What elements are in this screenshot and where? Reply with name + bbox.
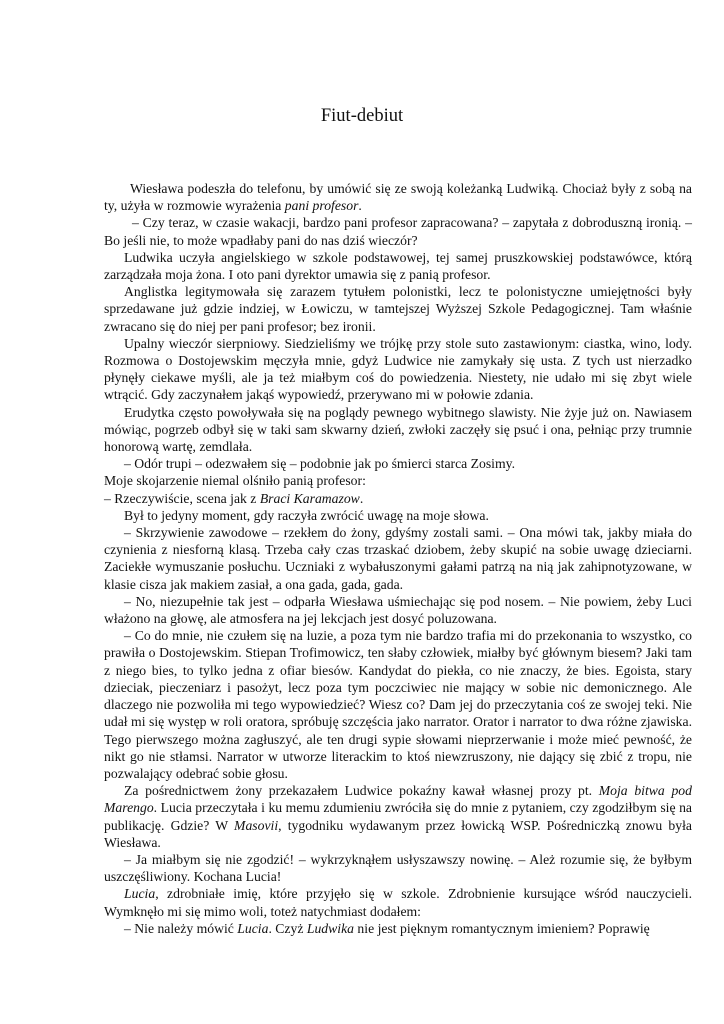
paragraph [104,507,692,524]
italic-text: Moja bitwa pod Marengo [104,783,692,816]
text-run: – No, niezupełnie tak jest – odparła Wiesława uśmiechając się pod nosem. – Nie powiem, żeby Luci włażono na głowę, ale atmosfera na jej lekcjach jest dosyć poluzowana. [104,593,692,627]
text-run: . Lucia przeczytała i ku memu zdumieniu zwróciła się do mnie z pytaniem, czy zgodziłbym się na publikację. Gdzie? W [104,800,692,833]
text-run: , tygodniku wydawanym przez łowicką WSP. Pośredniczką znowu była Wiesława. [104,817,692,850]
page-title: Fiut-debiut [320,106,404,126]
paragraph [104,214,692,248]
paragraph [104,851,692,885]
paragraph [104,490,692,507]
text-run: Erudytka często powoływała się na poglądy pewnego wybitnego slawisty. Nie żyje już on. Nawiasem mówiąc, pogrzeb odbył się w taki sam skwarny dzień, zwłoki zaczęły się psuć i ona, pełniąc przy trumnie honorową wartę, zemdlała. [104,404,692,455]
paragraph [104,455,692,472]
paragraph [104,627,692,782]
text-run: Ludwika uczyła angielskiego w szkole podstawowej, tej samej pruszkowskiej podstawówce, którą zarządzała moja żona. I oto pani dyrektor umawia się z panią profesor. [104,249,692,283]
text-run: . Czyż [268,920,307,936]
text-run: – Ja miałbym się nie zgodzić! – wykrzyknąłem usłyszawszy nowinę. – Ależ rozumie się, że byłbym uszczęśliwiony. Kochana Lucia! [104,851,692,885]
text-run: Za pośrednictwem żony przekazałem Ludwice pokaźny kawał własnej prozy pt. [124,783,599,799]
italic-text: Lucia [237,920,269,936]
text-run: – Odór trupi – odezwałem się – podobnie jak po śmierci starca Zosimy. [124,456,516,472]
text-run: Był to jedyny moment, gdy raczyła zwrócić uwagę na moje słowa. [124,507,489,523]
text-run: Anglistka legitymowała się zarazem tytułem polonistki, lecz te polonistyczne umiejętności były sprzedawane już gdzie indziej, w Łowiczu, w tamtejszej Wyższej Szkole Pedagogicznej. Tam właśnie zwracano się do niej per pani profesor; bez ironii. [104,284,692,334]
paragraph [104,249,692,283]
italic-text: pani profesor [284,198,359,214]
italic-text: Ludwika [306,920,354,936]
paragraph [104,782,692,851]
text-run: , zdrobniałe imię, które przyjęło się w szkole. Zdrobnienie kursujące wśród nauczycieli. Wymknęło mi się mimo woli, toteż natychmiast dodałem: [104,886,692,919]
paragraph [104,524,692,593]
paragraph [104,920,692,937]
italic-text: Masovii [234,817,279,833]
text-run: nie jest pięknym romantycznym imieniem? Poprawię [354,920,650,936]
paragraph [104,885,692,919]
italic-text: Braci Karamazow [259,490,360,506]
paragraph [104,593,692,627]
italic-text: Lucia [124,886,156,902]
paragraph [104,404,692,456]
paragraph [104,283,692,335]
text-run: – Co do mnie, nie czułem się na luzie, a poza tym nie bardzo trafia mi do przekonania to wszystko, co prawiła o Dostojewskim. Stiepan Trofimowicz, ten słaby człowiek, miałby być głównym biesem? Jaki tam z niego bies, to tylko jedna z ofiar biesów. Kandydat do piekła, co nie znaczy, że bies. Egoista, stary dzieciak, pieczeniarz i pasożyt, lecz poza tym poczciwiec nie mający w sobie nic demonicznego. Ale dlaczego nie pozwoliła mi tego wypowiedzieć? Wiesz co? Dam jej do przeczytania coś ze swojej teki. Nie udał mi się występ w roli oratora, spróbuję szczęścia jako narrator. Orator i narrator to dwa różne zjawiska. Tego pierwszego można zagłuszyć, ale ten drugi sypie słowami nieprzerwanie i może mieć pewność, że nikt go nie stłamsi. Narrator w utworze literackim to ktoś niewzruszony, nie dający się zbić z tropu, nie pozwalający odebrać sobie głosu. [104,628,692,781]
text-run: – Czy teraz, w czasie wakacji, bardzo pani profesor zapracowana? – zapytała z dobroduszną ironią. – Bo jeśli nie, to może wpadłaby pani do nas dziś wieczór? [104,215,692,248]
text-run: . [359,490,364,506]
text-run: Moje skojarzenie niemal olśniło panią profesor: [104,473,366,489]
text-run: Wiesława podeszła do telefonu, by umówić się ze swoją koleżanką Ludwiką. Chociaż były z sobą na ty, użyła w rozmowie wyrażenia [104,181,692,214]
paragraph [104,180,692,214]
body-text [104,180,692,937]
text-run: Upalny wieczór sierpniowy. Siedzieliśmy we trójkę przy stole suto zastawionym: ciastka, wino, lody. Rozmowa o Dostojewskim męczyła mnie, gdyż Ludwice nie zamykały się usta. Z tych ust nierzadko płynęły ciekawe myśli, ale ja też miałbym coś do powiedzenia. Niestety, nie udało mi się zbyt wiele wtrącić. Gdy zaczynałem jakąś wypowiedź, przerywano mi w połowie zdania. [104,335,692,403]
paragraph [104,472,692,489]
text-run: . [358,198,362,214]
text-run: – Rzeczywiście, scena jak z [104,490,260,506]
text-run: – Skrzywienie zawodowe – rzekłem do żony, gdyśmy zostali sami. – Ona mówi tak, jakby miała do czynienia z niesforną klasą. Trzeba cały czas trzaskać dziobem, żeby skupić na sobie uwagę dzieciarni. Zaciekłe wymuszanie posłuchu. Uczniaki z wybałuszonymi gałami patrzą na nią jak zahipnotyzowane, w klasie cisza jak makiem zasiał, a ona gada, gada, gada. [104,525,692,592]
text-run: – Nie należy mówić [124,920,238,936]
paragraph [104,335,692,404]
